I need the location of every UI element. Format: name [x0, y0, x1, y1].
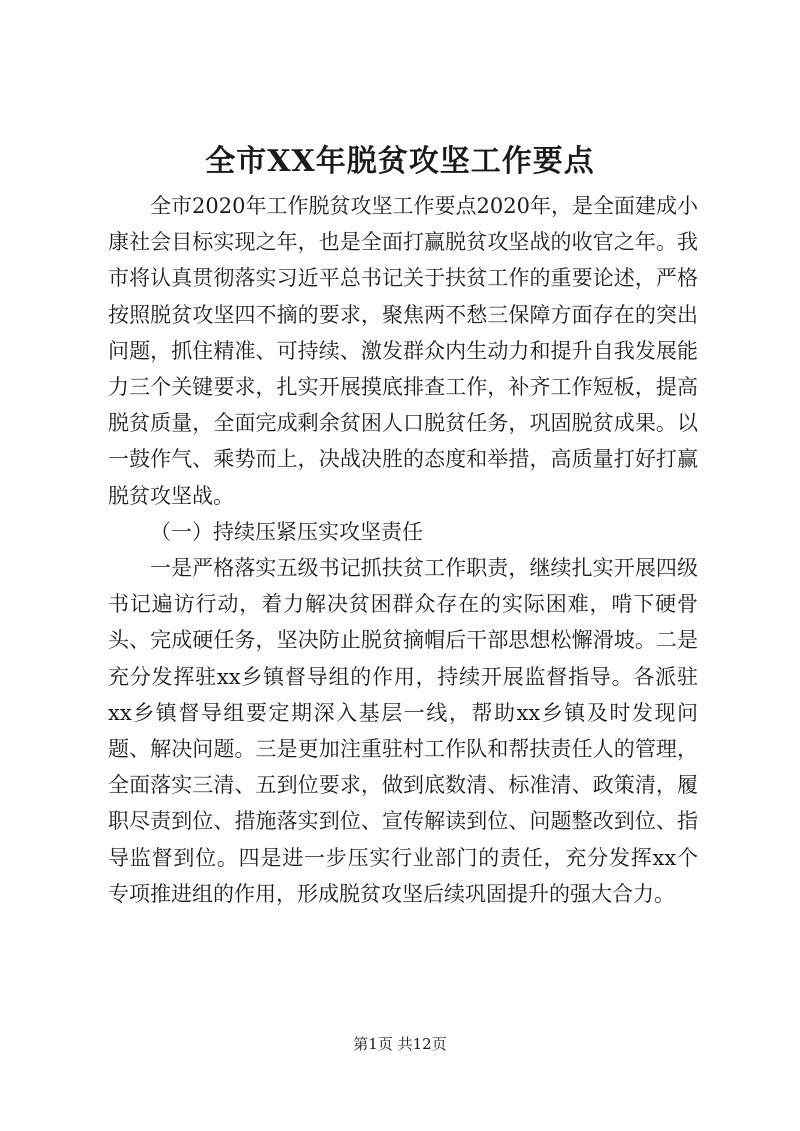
document-title: 全市XX年脱贫攻坚工作要点: [205, 144, 595, 179]
section-heading: （一）持续压紧压实攻坚责任: [150, 519, 423, 544]
document-body: [108, 188, 698, 912]
intro-paragraph: 全市2020年工作脱贫攻坚工作要点2020年，是全面建成小康社会目标实现之年，也是全面打赢脱贫攻坚战的收官之年。我市将认真贯彻落实习近平总书记关于扶贫工作的重要论述，严格按照脱贫攻坚四不摘的要求，聚焦两不愁三保障方面存在的突出问题，抓住精准、可持续、激发群众内生动力和提升自我发展能力三个关键要求，扎实开展摸底排查工作，补齐工作短板，提高脱贫质量，全面完成剩余贫困人口脱贫任务，巩固脱贫成果。以一鼓作气、乘势而上，决战决胜的态度和举措，高质量打好打赢脱贫攻坚战。: [108, 194, 698, 508]
section-paragraph: 一是严格落实五级书记抓扶贫工作职责，继续扎实开展四级书记遍访行动，着力解决贫困群众存在的实际困难，啃下硬骨头、完成硬任务，坚决防止脱贫摘帽后干部思想松懈滑坡。二是充分发挥驻xx乡镇督导组的作用，持续开展监督指导。各派驻xx乡镇督导组要定期深入基层一线，帮助xx乡镇及时发现问题、解决问题。三是更加注重驻村工作队和帮扶责任人的管理，全面落实三清、五到位要求，做到底数清、标准清、政策清，履职尽责到位、措施落实到位、宣传解读到位、问题整改到位、指导监督到位。四是进一步压实行业部门的责任，充分发挥xx个专项推进组的作用，形成脱贫攻坚后续巩固提升的强大合力。: [108, 556, 698, 906]
page-footer: 第1页 共12页: [353, 1035, 447, 1053]
